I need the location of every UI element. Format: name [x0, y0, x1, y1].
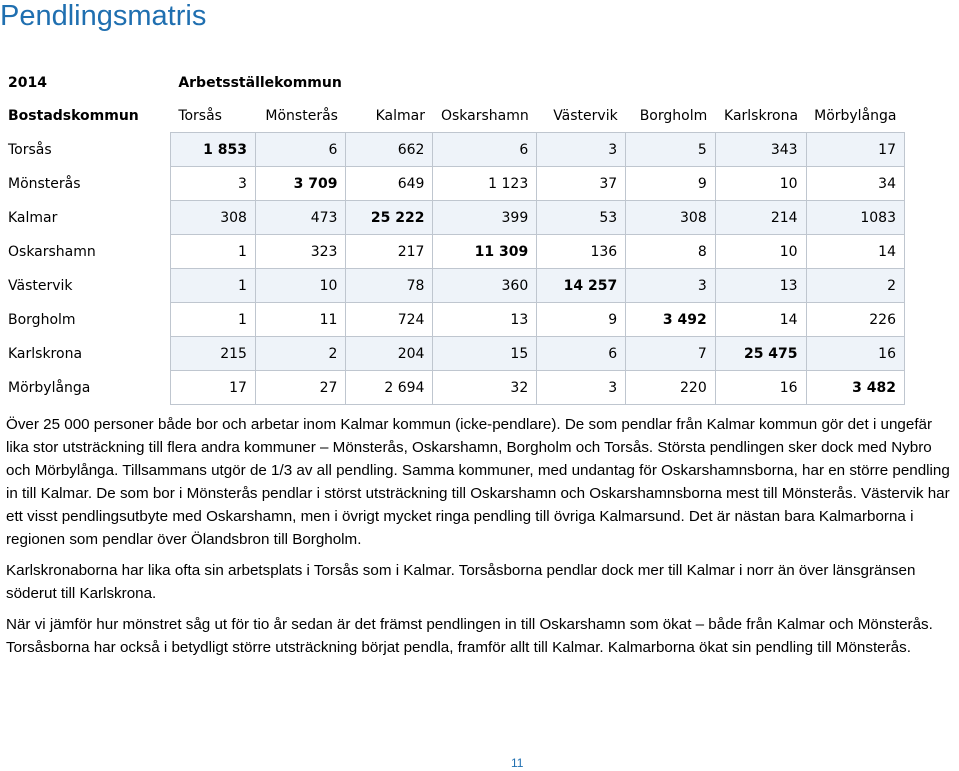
table-row	[0, 337, 905, 371]
table-cell: 9	[537, 303, 626, 337]
page-title: Pendlingsmatris	[0, 0, 207, 32]
table-cell: 17	[170, 371, 255, 405]
table-cell: 473	[255, 201, 346, 235]
table-row-name: Kalmar	[8, 209, 58, 226]
table-cell: 343	[715, 133, 806, 167]
table-cell: 53	[537, 201, 626, 235]
table-row	[0, 303, 905, 337]
table-column-header: Västervik	[553, 107, 618, 124]
table-cell: 16	[715, 371, 806, 405]
table-cell: 136	[537, 235, 626, 269]
table-cell: 3 492	[626, 303, 716, 337]
paragraph: När vi jämför hur mönstret såg ut för tio år sedan är det främst pendlingen in till Oskarshamn som ökat – både från Kalmar och Mönsterås. Torsåsborna har också i betydligt större utsträckning börjat pendla, framför allt till Kalmar. Kalmarborna ökat sin pendling till Mönsterås.	[6, 616, 933, 656]
table-column-header: Torsås	[178, 107, 222, 124]
table-cell: 308	[170, 201, 255, 235]
table-cell: 10	[255, 269, 346, 303]
table-cell: 6	[433, 133, 537, 167]
table-row-name: Karlskrona	[8, 345, 83, 362]
table-cell: 5	[626, 133, 716, 167]
table-cell: 7	[626, 337, 716, 371]
table-row-name: Mönsterås	[8, 175, 81, 192]
table-cell: 2 694	[346, 371, 433, 405]
table-cell: 3	[537, 371, 626, 405]
table-cell: 214	[715, 201, 806, 235]
table-cell: 17	[806, 133, 904, 167]
table-cell: 10	[715, 167, 806, 201]
table-row	[0, 167, 905, 201]
table-cell: 360	[433, 269, 537, 303]
table-cell: 220	[626, 371, 716, 405]
table-cell: 217	[346, 235, 433, 269]
paragraph: Över 25 000 personer både bor och arbetar inom Kalmar kommun (icke-pendlare). De som pendlar från Kalmar kommun gör det i ungefär lika stor utsträckning till flera andra kommuner – Mönsterås, Oskarshamn, Borgholm och Torsås. Största pendlingen sker dock med Nybro och Mörbylånga. Tillsammans utgör de 1/3 av all pendling. Samma kommuner, med undantag för Oskarshamnsborna, har en större pendling in till Kalmar. De som bor i Mönsterås pendlar i störst utsträckning till Oskarshamn och Oskarshamnsborna mest till Mönsterås. Västervik har ett visst pendlingsutbyte med Oskarshamn, men i övrigt mycket ringa pendling till övriga Kalmarsund. Det är nästan bara Kalmarborna i regionen som pendlar över Ölandsbron till Borgholm.	[6, 416, 950, 548]
table-year: 2014	[8, 74, 47, 91]
table-cell: 215	[170, 337, 255, 371]
table-cell: 1 123	[433, 167, 537, 201]
table-row	[0, 235, 905, 269]
table-cell: 204	[346, 337, 433, 371]
table-cell: 27	[255, 371, 346, 405]
table-row	[0, 371, 905, 405]
table-cell: 9	[626, 167, 716, 201]
table-cell: 3 709	[255, 167, 346, 201]
table-cell: 226	[806, 303, 904, 337]
table-column-header: Kalmar	[375, 107, 425, 124]
table-column-header: Oskarshamn	[440, 107, 529, 124]
table-cell: 11	[255, 303, 346, 337]
table-row	[0, 133, 905, 167]
table-row	[0, 201, 905, 235]
table-cell: 399	[433, 201, 537, 235]
table-cell: 649	[346, 167, 433, 201]
table-group-header: Arbetsställekommun	[178, 74, 342, 91]
table-cell: 3	[170, 167, 255, 201]
table-cell: 78	[346, 269, 433, 303]
table-cell: 13	[433, 303, 537, 337]
paragraph: Karlskronaborna har lika ofta sin arbetsplats i Torsås som i Kalmar. Torsåsborna pendlar dock mer till Kalmar i norr än över länsgränsen söderut till Karlskrona.	[6, 562, 916, 602]
table-row-name: Västervik	[8, 277, 73, 294]
table-cell: 662	[346, 133, 433, 167]
table-column-header: Mörbylånga	[814, 107, 897, 124]
table-cell: 10	[715, 235, 806, 269]
table-cell: 1083	[806, 201, 904, 235]
body-text	[6, 413, 954, 667]
table-cell: 8	[626, 235, 716, 269]
table-cell: 25 475	[715, 337, 806, 371]
table-cell: 1	[170, 303, 255, 337]
table-row-name: Oskarshamn	[8, 243, 96, 260]
table-column-header-row	[0, 99, 905, 133]
table-cell: 34	[806, 167, 904, 201]
table-cell: 2	[806, 269, 904, 303]
table-row-name: Borgholm	[8, 311, 76, 328]
table-row	[0, 269, 905, 303]
table-cell: 2	[255, 337, 346, 371]
page-number: 11	[511, 756, 524, 770]
table-cell: 6	[537, 337, 626, 371]
table-cell: 323	[255, 235, 346, 269]
table-cell: 724	[346, 303, 433, 337]
table-cell: 14	[806, 235, 904, 269]
table-cell: 15	[433, 337, 537, 371]
table-group-header-row	[0, 66, 905, 99]
table-row-header: Bostadskommun	[8, 107, 139, 124]
table-cell: 32	[433, 371, 537, 405]
table-cell: 3 482	[806, 371, 904, 405]
table-row-name: Mörbylånga	[8, 379, 91, 396]
table-cell: 3	[537, 133, 626, 167]
commute-matrix-table	[0, 66, 905, 405]
table-cell: 16	[806, 337, 904, 371]
table-cell: 1 853	[170, 133, 255, 167]
table-cell: 25 222	[346, 201, 433, 235]
table-column-header: Mönsterås	[265, 107, 338, 124]
table-cell: 37	[537, 167, 626, 201]
table-cell: 6	[255, 133, 346, 167]
table-cell: 1	[170, 269, 255, 303]
table-cell: 1	[170, 235, 255, 269]
table-column-header: Borgholm	[639, 107, 708, 124]
table-cell: 13	[715, 269, 806, 303]
table-cell: 308	[626, 201, 716, 235]
table-row-name: Torsås	[8, 141, 52, 158]
table-cell: 3	[626, 269, 716, 303]
table-cell: 14	[715, 303, 806, 337]
table-cell: 14 257	[537, 269, 626, 303]
table-column-header: Karlskrona	[724, 107, 799, 124]
table-cell: 11 309	[433, 235, 537, 269]
